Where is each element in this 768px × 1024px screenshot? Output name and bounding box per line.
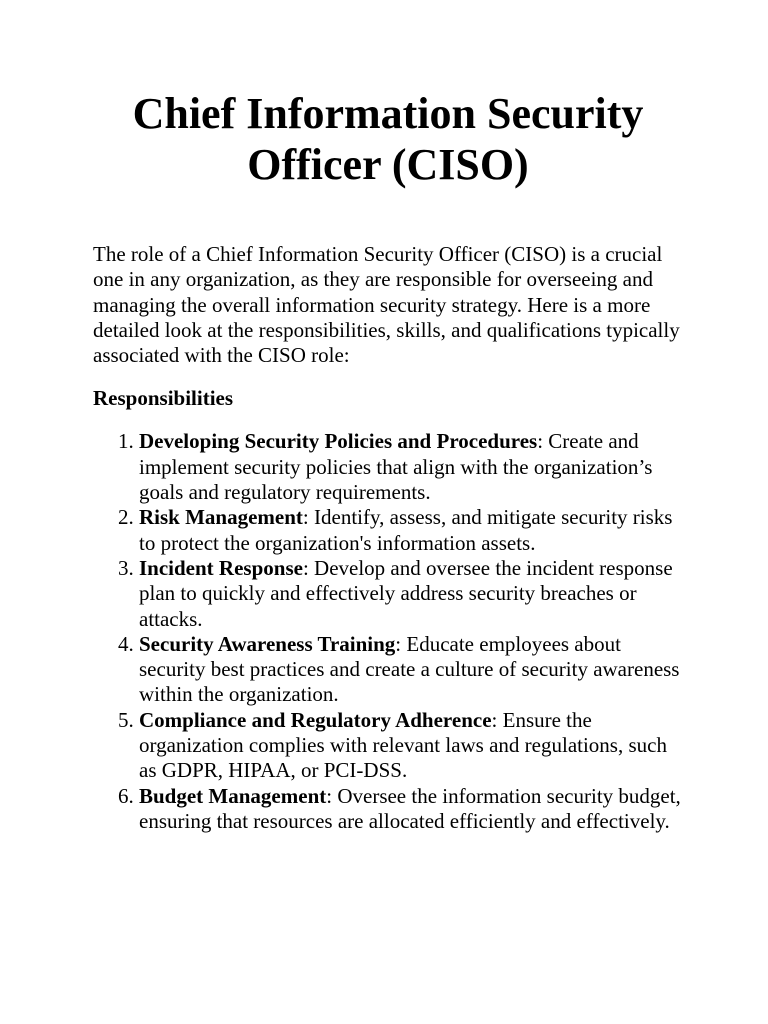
responsibilities-list: [93, 429, 683, 834]
list-item: [139, 708, 683, 784]
list-item: [139, 632, 683, 708]
responsibilities-heading: Responsibilities: [93, 386, 234, 411]
list-item-description: : Oversee the information security budget, ensuring that resources are allocated efficiently and effectively.: [139, 783, 681, 833]
document-page: [93, 88, 683, 834]
list-item-term: Developing Security Policies and Procedures: [139, 429, 538, 454]
list-item-description: : Ensure the organization complies with relevant laws and regulations, such as GDPR, HIPAA, or PCI-DSS.: [139, 707, 667, 783]
list-item: [139, 784, 683, 835]
list-item-term: Incident Response: [139, 555, 303, 580]
document-title: Chief Information Security Officer (CISO): [132, 89, 644, 189]
list-item-description: : Develop and oversee the incident response plan to quickly and effectively address security breaches or attacks.: [139, 555, 673, 631]
list-item-term: Security Awareness Training: [139, 631, 396, 656]
list-item-description: : Create and implement security policies that align with the organization’s goals and regulatory requirements.: [139, 429, 653, 505]
list-item-term: Risk Management: [139, 505, 303, 530]
list-item: [139, 429, 683, 505]
intro-paragraph: The role of a Chief Information Security Officer (CISO) is a crucial one in any organization, as they are responsible for overseeing and managing the overall information security strategy. Here is a more detailed look at the responsibilities, skills, and qualifications typically associated with the CISO role:: [93, 242, 680, 368]
list-item-description: : Identify, assess, and mitigate security risks to protect the organization's information assets.: [139, 505, 673, 555]
list-item: [139, 556, 683, 632]
list-item-description: : Educate employees about security best practices and create a culture of security awareness within the organization.: [139, 631, 680, 707]
list-item-term: Budget Management: [139, 783, 327, 808]
list-item: [139, 505, 683, 556]
list-item-term: Compliance and Regulatory Adherence: [139, 707, 492, 732]
